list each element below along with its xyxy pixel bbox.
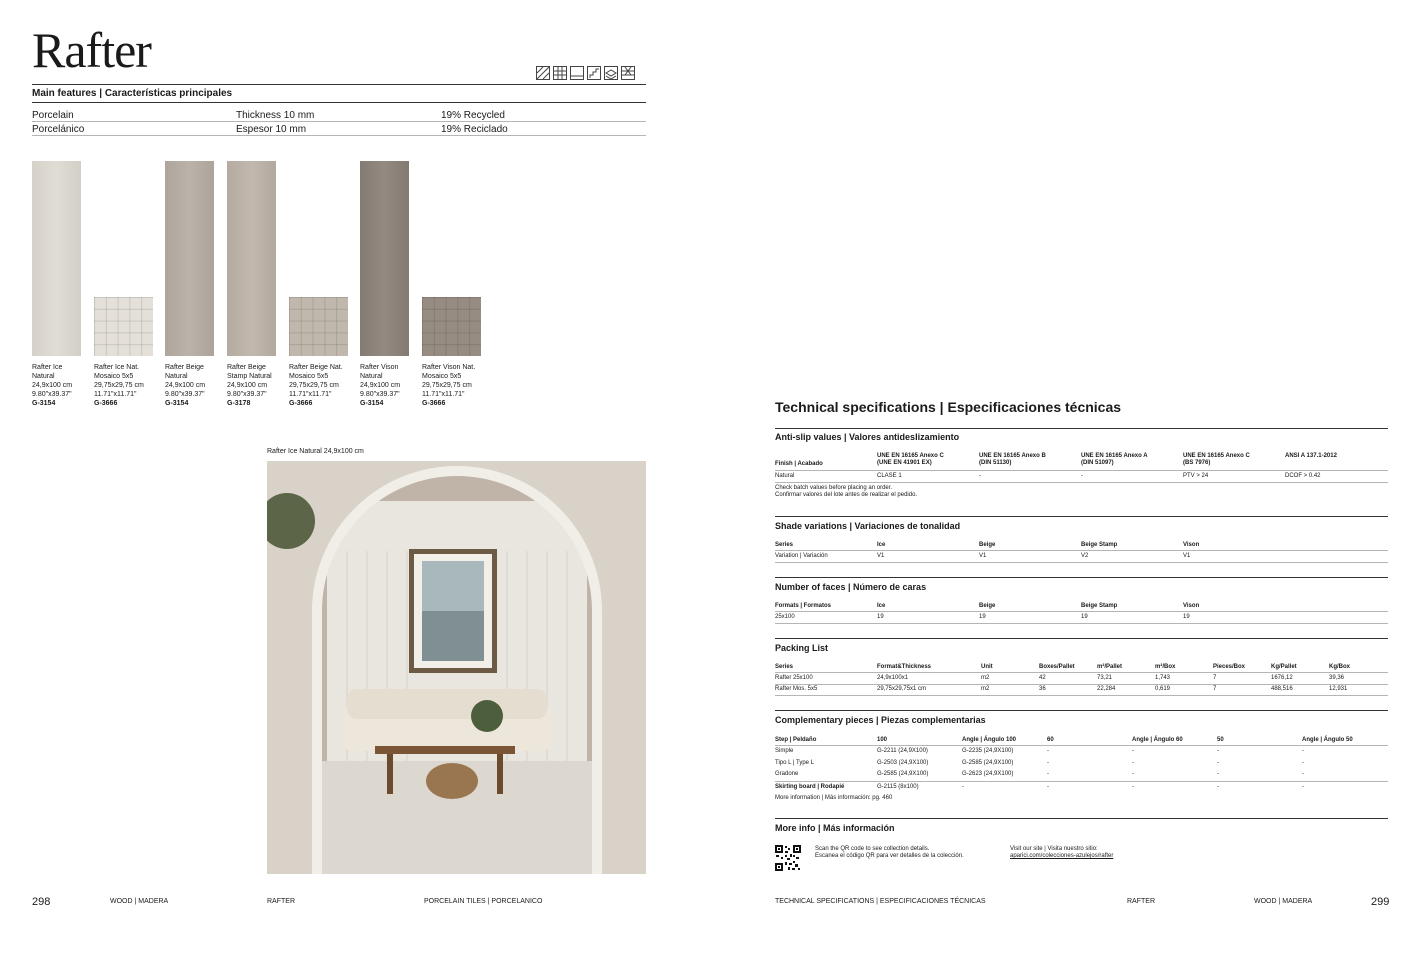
skirting-cell: - bbox=[1047, 784, 1049, 790]
feature-recycled-en: 19% Recycled bbox=[441, 110, 505, 121]
antislip-header: UNE EN 16165 Anexo B (DIN 51130) bbox=[979, 453, 1046, 466]
tile-label bbox=[227, 363, 297, 408]
photo-caption: Rafter Ice Natural 24,9x100 cm bbox=[267, 448, 364, 455]
complementary-header: 60 bbox=[1047, 737, 1054, 743]
complementary-divider bbox=[775, 781, 1388, 782]
complementary-cell: - bbox=[1217, 748, 1219, 754]
antislip-header: Finish | Acabado bbox=[775, 461, 823, 467]
packing-cell: 73,21 bbox=[1097, 675, 1113, 681]
tile-l2: Stamp Natural bbox=[227, 373, 272, 380]
packing-cell: 7 bbox=[1213, 675, 1217, 681]
layers-icon bbox=[604, 66, 618, 80]
packing-cell: 488,516 bbox=[1271, 686, 1293, 692]
skirting-cell: - bbox=[1302, 784, 1304, 790]
page-number-right: 299 bbox=[1371, 896, 1390, 908]
complementary-cell: Gradone bbox=[775, 771, 799, 777]
shade-header: Vison bbox=[1183, 542, 1200, 548]
packing-cell: 24,9x100x1 bbox=[877, 675, 909, 681]
tile-size: 24,9x100 cm bbox=[32, 382, 73, 389]
footer-section-right: TECHNICAL SPECIFICATIONS | ESPECIFICACIONES TÉCNICAS bbox=[775, 898, 986, 905]
antislip-cell: - bbox=[979, 473, 981, 479]
complementary-rule bbox=[775, 710, 1388, 711]
faces-cell: 25x100 bbox=[775, 614, 795, 620]
feature-thickness-es: Espesor 10 mm bbox=[236, 124, 307, 135]
tile-inch: 9.80"x39.37" bbox=[32, 391, 72, 398]
complementary-cell: - bbox=[1132, 748, 1134, 754]
complementary-cell: G-2623 (24,9X100) bbox=[962, 771, 1014, 777]
main-features-heading: Main features | Características principales bbox=[32, 88, 233, 99]
title-rule bbox=[32, 84, 646, 85]
antislip-cell: PTV > 24 bbox=[1183, 473, 1209, 479]
antislip-title: Anti-slip values | Valores antideslizamiento bbox=[775, 432, 960, 442]
faces-row-divider bbox=[775, 623, 1388, 624]
faces-header: Ice bbox=[877, 603, 886, 609]
shade-cell: V1 bbox=[979, 553, 987, 559]
complementary-cell: - bbox=[1047, 759, 1049, 766]
feature-recycled-es: 19% Reciclado bbox=[441, 124, 508, 135]
faces-header: Vison bbox=[1183, 603, 1200, 609]
complementary-cell: - bbox=[1132, 759, 1134, 766]
packing-header: Format&Thickness bbox=[877, 664, 932, 670]
packing-header-divider bbox=[775, 672, 1388, 673]
tile-inch: 11.71"x11.71" bbox=[422, 391, 465, 398]
tile-code: G-3154 bbox=[360, 400, 384, 407]
packing-header: m²/Box bbox=[1155, 664, 1176, 670]
tech-specs-title: Technical specifications | Especificaciones técnicas bbox=[775, 399, 1122, 415]
tile-size: 24,9x100 cm bbox=[227, 382, 268, 389]
packing-cell: 39,36 bbox=[1329, 675, 1345, 681]
tile-label bbox=[422, 363, 492, 408]
packing-header: Kg/Box bbox=[1329, 664, 1350, 670]
tile-label bbox=[289, 363, 359, 408]
qr-instruction-es: Escanea el código QR para ver detalles de la colección. bbox=[815, 853, 964, 859]
packing-cell: m2 bbox=[981, 686, 990, 692]
tile-inch: 9.80"x39.37" bbox=[227, 391, 267, 398]
antislip-cell: - bbox=[1081, 473, 1083, 479]
qr-code[interactable] bbox=[775, 845, 801, 871]
tile-code: G-3154 bbox=[165, 400, 189, 407]
faces-header: Beige Stamp bbox=[1081, 603, 1118, 609]
tile-code: G-3666 bbox=[94, 400, 118, 407]
packing-cell: 1676,12 bbox=[1271, 675, 1293, 681]
tile-size: 29,75x29,75 cm bbox=[94, 382, 144, 389]
tile-size: 29,75x29,75 cm bbox=[422, 382, 472, 389]
complementary-cell: Simple bbox=[775, 748, 794, 754]
complementary-cell: G-2503 (24,9X100) bbox=[877, 759, 929, 766]
skirting-cell: G-2115 (8x100) bbox=[877, 784, 919, 790]
more-info-title: More info | Más información bbox=[775, 823, 895, 833]
stairs-icon bbox=[587, 66, 601, 80]
antislip-note-en: Check batch values before placing an order. bbox=[775, 485, 893, 491]
complementary-cell: - bbox=[1302, 771, 1304, 777]
complementary-cell: Tipo L | Type L bbox=[775, 759, 815, 766]
tile-label bbox=[360, 363, 430, 408]
usage-icons bbox=[536, 66, 635, 80]
faces-cell: 19 bbox=[1081, 614, 1088, 620]
tile-l1: Rafter Beige Nat. bbox=[289, 364, 343, 371]
tile-code: G-3666 bbox=[289, 400, 313, 407]
tile-label bbox=[94, 363, 164, 408]
skirting-cell: - bbox=[1132, 784, 1134, 790]
packing-row-divider bbox=[775, 695, 1388, 696]
tile-inch: 9.80"x39.37" bbox=[165, 391, 205, 398]
footer-collection-left: RAFTER bbox=[267, 898, 295, 905]
skirting-cell: Skirting board | Rodapié bbox=[775, 784, 845, 790]
antislip-header: ANSI A 137.1-2012 bbox=[1285, 453, 1337, 459]
features-bottom-rule bbox=[32, 135, 646, 136]
footer-category-right: WOOD | MADERA bbox=[1254, 898, 1313, 905]
feature-material-en: Porcelain bbox=[32, 110, 74, 121]
ambient-photo bbox=[267, 461, 646, 874]
complementary-cell: - bbox=[1047, 748, 1049, 754]
tile-l2: Natural bbox=[32, 373, 55, 380]
packing-cell: 22,284 bbox=[1097, 686, 1116, 692]
packing-cell: 7 bbox=[1213, 686, 1217, 692]
tile-l2: Natural bbox=[165, 373, 188, 380]
footer-type-left: PORCELAIN TILES | PORCELANICO bbox=[424, 898, 543, 905]
tile-l1: Rafter Beige bbox=[165, 364, 204, 371]
packing-cell: 0,619 bbox=[1155, 686, 1171, 692]
collection-title: Rafter bbox=[32, 22, 151, 78]
complementary-header-divider bbox=[775, 745, 1388, 746]
complementary-cell: - bbox=[1132, 771, 1134, 777]
faces-cell: 19 bbox=[1183, 614, 1190, 620]
tiles-pattern-icon bbox=[621, 66, 635, 80]
collection-url-link[interactable]: aparici.com/colecciones-azulejos/rafter bbox=[1010, 853, 1114, 859]
packing-title: Packing List bbox=[775, 643, 829, 653]
shade-cell: Variation | Variación bbox=[775, 553, 828, 559]
more-info-rule bbox=[775, 818, 1388, 819]
shade-cell: V2 bbox=[1081, 553, 1089, 559]
tile-l1: Rafter Vison bbox=[360, 364, 399, 371]
packing-cell: 29,75x29,75x1 cm bbox=[877, 686, 927, 692]
packing-row-divider bbox=[775, 684, 1388, 685]
packing-rule bbox=[775, 638, 1388, 639]
tile-size: 24,9x100 cm bbox=[165, 382, 206, 389]
feature-material-es: Porcelánico bbox=[32, 124, 85, 135]
shade-cell: V1 bbox=[1183, 553, 1191, 559]
faces-rule bbox=[775, 577, 1388, 578]
tile-inch: 11.71"x11.71" bbox=[94, 391, 137, 398]
tile-size: 29,75x29,75 cm bbox=[289, 382, 339, 389]
packing-cell: 36 bbox=[1039, 686, 1046, 692]
antislip-note-es: Confirmar valores del lote antes de realizar el pedido. bbox=[775, 492, 918, 498]
visit-site-label: Visit our site | Visita nuestro sitio: bbox=[1010, 846, 1098, 852]
footer-category-left: WOOD | MADERA bbox=[110, 898, 169, 905]
tile-swatch bbox=[422, 297, 481, 356]
antislip-header: UNE EN 16165 Anexo C (UNE EN 41901 EX) bbox=[877, 453, 944, 466]
footer-collection-right: RAFTER bbox=[1127, 898, 1155, 905]
antislip-row-divider bbox=[775, 482, 1388, 483]
antislip-cell: CLASE 1 bbox=[877, 473, 902, 479]
tile-size: 24,9x100 cm bbox=[360, 382, 401, 389]
skirting-cell: - bbox=[962, 784, 964, 790]
tile-l1: Rafter Beige bbox=[227, 364, 266, 371]
complementary-cell: - bbox=[1217, 771, 1219, 777]
tile-swatch bbox=[289, 297, 348, 356]
diagonal-hatch-icon bbox=[536, 66, 550, 80]
complementary-cell: - bbox=[1302, 759, 1304, 766]
antislip-rule bbox=[775, 428, 1388, 429]
complementary-header: Step | Peldaño bbox=[775, 737, 817, 743]
skirting-cell: - bbox=[1217, 784, 1219, 790]
tile-l1: Rafter Ice Nat. bbox=[94, 364, 140, 371]
packing-cell: Rafter 25x100 bbox=[775, 675, 813, 681]
tile-label bbox=[32, 363, 102, 408]
faces-header: Beige bbox=[979, 603, 996, 609]
features-rule bbox=[32, 102, 646, 103]
shade-title: Shade variations | Variaciones de tonalidad bbox=[775, 521, 961, 531]
tile-l1: Rafter Vison Nat. bbox=[422, 364, 476, 371]
complementary-cell: G-2235 (24,9X100) bbox=[962, 748, 1014, 754]
complementary-more-info: More information | Más información: pg. 460 bbox=[775, 795, 893, 801]
antislip-header-divider bbox=[775, 470, 1388, 471]
packing-header: Kg/Pallet bbox=[1271, 664, 1297, 670]
tile-label bbox=[165, 363, 235, 408]
tile-swatch bbox=[360, 161, 409, 356]
grid-icon bbox=[553, 66, 567, 80]
packing-header: m²/Pallet bbox=[1097, 664, 1123, 670]
packing-cell: 42 bbox=[1039, 675, 1046, 681]
features-row-divider bbox=[32, 121, 646, 122]
complementary-title: Complementary pieces | Piezas complementarias bbox=[775, 715, 986, 725]
tile-l2: Mosaico 5x5 bbox=[289, 373, 329, 380]
feature-thickness-en: Thickness 10 mm bbox=[236, 110, 315, 121]
antislip-header: UNE EN 16165 Anexo A (DIN 51097) bbox=[1081, 453, 1148, 466]
faces-cell: 19 bbox=[877, 614, 884, 620]
complementary-header: 50 bbox=[1217, 737, 1224, 743]
faces-cell: 19 bbox=[979, 614, 986, 620]
tile-l2: Mosaico 5x5 bbox=[422, 373, 462, 380]
antislip-cell: DCOF > 0.42 bbox=[1285, 473, 1321, 479]
shade-header: Ice bbox=[877, 542, 886, 548]
page-number-left: 298 bbox=[32, 896, 51, 908]
shade-cell: V1 bbox=[877, 553, 885, 559]
packing-cell: 12,931 bbox=[1329, 686, 1348, 692]
tile-code: G-3154 bbox=[32, 400, 56, 407]
packing-header: Unit bbox=[981, 664, 993, 670]
floor-icon bbox=[570, 66, 584, 80]
tile-swatch bbox=[227, 161, 276, 356]
packing-cell: 1,743 bbox=[1155, 675, 1171, 681]
shade-header: Beige Stamp bbox=[1081, 542, 1118, 548]
complementary-cell: G-2585 (24,9X100) bbox=[877, 771, 929, 777]
faces-header-divider bbox=[775, 611, 1388, 612]
complementary-cell: G-2585 (24,9X100) bbox=[962, 759, 1014, 766]
complementary-header: Angle | Ángulo 50 bbox=[1302, 737, 1353, 743]
tile-l1: Rafter Ice bbox=[32, 364, 63, 371]
complementary-cell: - bbox=[1047, 771, 1049, 777]
antislip-header: UNE EN 16165 Anexo C (BS 7976) bbox=[1183, 453, 1250, 466]
tile-l2: Natural bbox=[360, 373, 383, 380]
packing-header: Pieces/Box bbox=[1213, 664, 1246, 670]
shade-row-divider bbox=[775, 562, 1388, 563]
packing-header: Series bbox=[775, 664, 794, 670]
faces-header: Formats | Formatos bbox=[775, 603, 832, 609]
faces-title: Number of faces | Número de caras bbox=[775, 582, 927, 592]
tile-swatch bbox=[165, 161, 214, 356]
tile-code: G-3178 bbox=[227, 400, 251, 407]
packing-header: Boxes/Pallet bbox=[1039, 664, 1075, 670]
complementary-cell: G-2211 (24,9X100) bbox=[877, 748, 928, 754]
packing-cell: m2 bbox=[981, 675, 990, 681]
shade-rule bbox=[775, 516, 1388, 517]
tile-inch: 9.80"x39.37" bbox=[360, 391, 400, 398]
complementary-cell: - bbox=[1217, 759, 1219, 766]
complementary-header: Angle | Ángulo 60 bbox=[1132, 737, 1183, 743]
antislip-cell: Natural bbox=[775, 473, 795, 479]
packing-cell: Rafter Mos. 5x5 bbox=[775, 686, 818, 692]
shade-header-divider bbox=[775, 550, 1388, 551]
tile-swatch bbox=[94, 297, 153, 356]
complementary-header: Angle | Ángulo 100 bbox=[962, 737, 1017, 743]
tile-inch: 11.71"x11.71" bbox=[289, 391, 332, 398]
tile-code: G-3666 bbox=[422, 400, 446, 407]
shade-header: Beige bbox=[979, 542, 996, 548]
tile-l2: Mosaico 5x5 bbox=[94, 373, 134, 380]
qr-instruction-en: Scan the QR code to see collection details. bbox=[815, 846, 930, 852]
tile-swatch bbox=[32, 161, 81, 356]
complementary-header: 100 bbox=[877, 737, 888, 743]
shade-header: Series bbox=[775, 542, 794, 548]
complementary-cell: - bbox=[1302, 748, 1304, 754]
